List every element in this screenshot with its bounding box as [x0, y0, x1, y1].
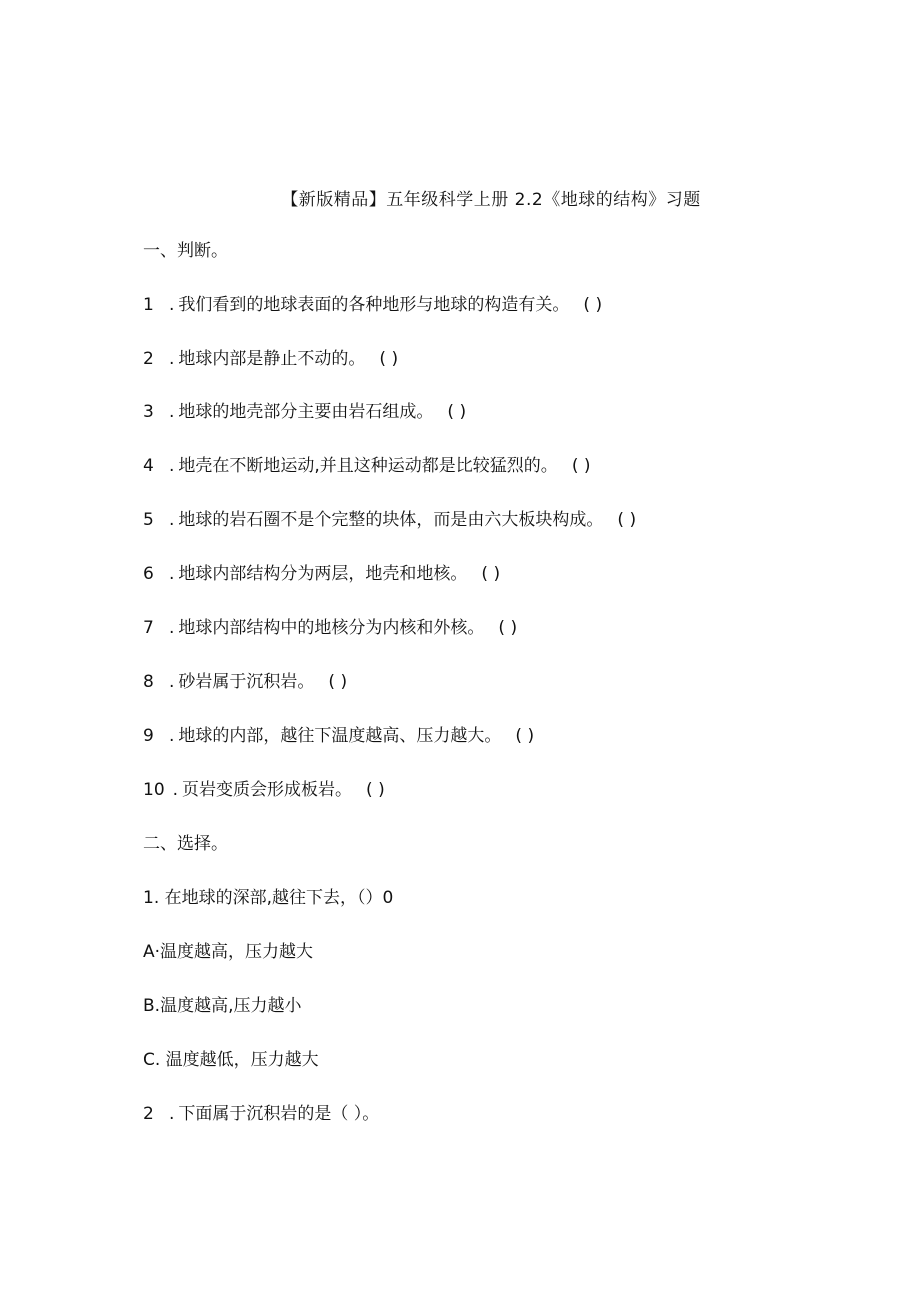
item-number: 9 — [143, 726, 154, 746]
judge-item-1: 1 . 我们看到的地球表面的各种地形与地球的构造有关。 ( ) — [143, 295, 603, 315]
item-text: 地球内部结构分为两层，地壳和地核。 — [178, 564, 468, 584]
judge-item-9: 9 . 地球的内部，越往下温度越高、压力越大。 ( ) — [143, 726, 535, 746]
item-text: 砂岩属于沉积岩。 — [178, 672, 315, 692]
item-text: 地球的岩石圈不是个完整的块体，而是由六大板块构成。 — [178, 510, 604, 530]
judge-item-8: 8 . 砂岩属于沉积岩。 ( ) — [143, 672, 348, 692]
item-number: 8 — [143, 672, 154, 692]
judge-item-3: 3 . 地球的地壳部分主要由岩石组成。 ( ) — [143, 402, 467, 422]
judge-item-5: 5 . 地球的岩石圈不是个完整的块体，而是由六大板块构成。 ( ) — [143, 510, 637, 530]
item-number: 2 — [143, 349, 154, 369]
answer-blank: ( ) — [447, 402, 467, 422]
item-number: 10 — [143, 780, 165, 800]
page-title: 【新版精品】五年级科学上册 2.2《地球的结构》习题 — [281, 190, 701, 210]
answer-blank: ( ) — [617, 510, 637, 530]
item-number: 7 — [143, 618, 154, 638]
choice-question-2: 2 . 下面属于沉积岩的是（ ）。 — [143, 1104, 380, 1124]
judge-item-2: 2 . 地球内部是静止不动的。 ( ) — [143, 349, 399, 369]
item-text: 地球内部结构中的地核分为内核和外核。 — [178, 618, 485, 638]
section-heading-choice: 二、选择。 — [143, 834, 228, 854]
choice-option-c: C. 温度越低，压力越大 — [143, 1050, 319, 1070]
choice-option-a: A·温度越高，压力越大 — [143, 942, 314, 962]
answer-blank: ( ) — [379, 349, 399, 369]
item-number: 6 — [143, 564, 154, 584]
choice-question-1: 1. 在地球的深部,越往下去，（）0 — [143, 888, 394, 908]
item-text: 下面属于沉积岩的是（ ）。 — [178, 1104, 380, 1124]
item-number: 2 — [143, 1104, 154, 1124]
answer-blank: ( ) — [515, 726, 535, 746]
item-text: 地壳在不断地运动,并且这种运动都是比较猛烈的。 — [178, 456, 558, 476]
item-text: 我们看到的地球表面的各种地形与地球的构造有关。 — [178, 295, 570, 315]
item-number: 5 — [143, 510, 154, 530]
judge-item-4: 4 . 地壳在不断地运动,并且这种运动都是比较猛烈的。 ( ) — [143, 456, 591, 476]
item-text: 地球内部是静止不动的。 — [178, 349, 366, 369]
answer-blank: ( ) — [481, 564, 501, 584]
answer-blank: ( ) — [328, 672, 348, 692]
judge-item-6: 6 . 地球内部结构分为两层，地壳和地核。 ( ) — [143, 564, 501, 584]
section-heading-judge: 一、判断。 — [143, 241, 228, 261]
answer-blank: ( ) — [366, 780, 385, 800]
answer-blank: ( ) — [571, 456, 591, 476]
item-text: 地球的内部，越往下温度越高、压力越大。 — [178, 726, 502, 746]
judge-item-10: 10 . 页岩变质会形成板岩。 ( ) — [143, 780, 385, 800]
judge-item-7: 7 . 地球内部结构中的地核分为内核和外核。 ( ) — [143, 618, 518, 638]
item-text: 地球的地壳部分主要由岩石组成。 — [178, 402, 434, 422]
answer-blank: ( ) — [583, 295, 603, 315]
item-number: 4 — [143, 456, 154, 476]
answer-blank: ( ) — [498, 618, 518, 638]
choice-option-b: B.温度越高,压力越小 — [143, 996, 302, 1016]
item-text: 页岩变质会形成板岩。 — [182, 780, 353, 800]
item-number: 1 — [143, 295, 154, 315]
item-number: 3 — [143, 402, 154, 422]
